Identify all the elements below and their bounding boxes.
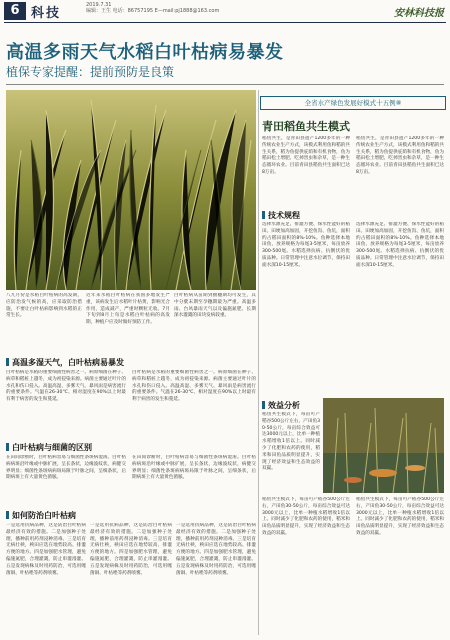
- page-header: [0, 0, 450, 22]
- benefit-text-a: 稻鱼共生模式下，每亩可产稻谷500公斤左右，产田鱼30-50公斤，每亩综合效益可达3000元以上，比单一种植水稻增收1倍以上。同时减少了化肥和农药的使用，稻米和田鱼品质明显提升，实现了经济效益和生态效益的双赢。: [262, 412, 320, 472]
- section-title-2: 白叶枯病与细菌的区别: [6, 442, 92, 453]
- header-divider: [4, 22, 446, 23]
- section-text-2: 在田间诊断时，白叶枯病容易与细菌性条斑病混淆。白叶枯病病斑沿叶缘或中脉扩展，呈长条状，边缘波纹状，病健交界明显；细菌性条斑病病斑局限于叶脉之间，呈细条状，后期病斑上有大量黄色菌脓。: [6, 455, 126, 481]
- rice-fish-photo: [323, 398, 444, 493]
- section-name: 科技: [31, 6, 62, 21]
- title-mark-icon: [6, 511, 9, 519]
- benefit-title: 效益分析: [262, 400, 300, 411]
- right-intro-b: 稻鱼共生，是青田县遗产1200多年的一种传统农业生产方式，该模式利用鱼和稻的共生关系，稻为鱼提供庇荫和有机食物，鱼为稻田松土增肥、吃掉害虫和杂草，是一种生态循环农业。目前青田县稻鱼共生面积已达8万亩。: [356, 136, 444, 175]
- intro-column-2: 白叶枯病从苗期到抽穗期均可发生，其中分蘖末期至孕穗期最为严重。高温多雨、台风暴雨天气以及偏施氮肥、长期深水灌溉的田块发病较重。: [174, 293, 256, 319]
- page-number: 6: [4, 2, 26, 20]
- section-text-2b: 在田间诊断时，白叶枯病容易与细菌性条斑病混淆。白叶枯病病斑沿叶缘或中脉扩展，呈长条状，边缘波纹状，病健交界明显；细菌性条斑病病斑局限于叶脉之间，呈细条状，后期病斑上有大量黄色菌脓。: [132, 455, 256, 481]
- tech-text-a: 选择水源充足、排灌方便、保水性能好的稻田。田埂加高加固，开挖鱼沟、鱼坑，面积约占稻田面积的8%-10%。鱼种选择本地田鱼，放养规格为每尾3-5厘米，每亩放养300-500尾。水稻选择抗病、抗倒伏的优质品种。日常管理中注意水位调节，保持田面水深10-15厘米。: [262, 222, 350, 268]
- right-intro-a: 稻鱼共生，是青田县遗产1200多年的一种传统农业生产方式，该模式利用鱼和稻的共生关系，稻为鱼提供庇荫和有机食物，鱼为稻田松土增肥、吃掉害虫和杂草，是一种生态循环农业。目前青田县稻鱼共生面积已达8万亩。: [262, 136, 350, 175]
- section-text-1b: 白叶枯病是水稻的重要细菌性病害之一。病原细菌在种子、病草和稻桩上越冬，成为初侵染来源。病菌主要通过叶片的水孔和伤口侵入。高温高湿、多雾天气、暴风雨是病害流行的重要条件。气温在26-30℃、相对湿度在90%以上时最有利于病害的发生和蔓延。: [132, 370, 256, 403]
- photo-caption: 八九月份是水稻白叶枯病的高发期，应防治发气候的高，应采取防治措施，不要让白叶枯病影响到水稻的正常生长。: [6, 293, 82, 319]
- main-headline: 高温多雨天气水稻白叶枯病易暴发: [6, 42, 284, 63]
- right-article-title: 青田稻鱼共生模式: [262, 120, 350, 133]
- series-banner: 全省水产绿色发展好模式十五例⑧: [260, 96, 446, 110]
- header-editor: 编辑：王生: [86, 8, 112, 14]
- benefit-text-b: 稻鱼共生模式下，每亩可产稻谷500公斤左右，产田鱼30-50公斤，每亩综合效益可达3000元以上，比单一种植水稻增收1倍以上。同时减少了化肥和农药的使用，稻米和田鱼品质明显提升，实现了经济效益和生态效益的双赢。: [262, 497, 350, 536]
- section-title-3: 如何防治白叶枯病: [6, 510, 76, 521]
- section-title-1: 高温多湿天气，白叶枯病易暴发: [6, 357, 124, 368]
- intro-column-1: 近年来水稻白叶枯病在我国多地发生严重，该病发生后水稻叶片枯黄，影响光合作用，造成减产，严重时颗粒无收。7月下旬到8月上旬是水稻白叶枯病的高发期，种植户应及时做好预防工作。: [86, 293, 170, 326]
- title-mark-icon: [262, 211, 265, 219]
- title-mark-icon: [6, 443, 9, 451]
- sub-headline: 植保专家提醒：提前预防是良策: [6, 65, 175, 79]
- section-text-3b: 一是选用抗病品种，这是防治白叶枯病最经济有效的措施。二是加强种子处理，播种前用药剂浸种消毒。三是培育无病壮秧，秧田应选在地势较高、排灌方便的地方。四是加强肥水管理，避免偏施氮肥，合理灌溉，防止串灌漫灌。五是发现病株及时用药防治，可选用噻菌铜、叶枯唑等药剂喷雾。: [90, 523, 172, 576]
- benefit-text-c: 稻鱼共生模式下，每亩可产稻谷500公斤左右，产田鱼30-50公斤，每亩综合效益可达3000元以上，比单一种植水稻增收1倍以上。同时减少了化肥和农药的使用，稻米和田鱼品质明显提升，实现了经济效益和生态效益的双赢。: [356, 497, 444, 536]
- column-divider: [258, 90, 259, 635]
- header-date: 2019.7.31: [86, 2, 112, 8]
- rice-field-photo: [6, 90, 256, 290]
- header-meta: [86, 2, 219, 14]
- tech-title: 技术规程: [262, 210, 300, 221]
- section-text-1: 白叶枯病是水稻的重要细菌性病害之一。病原细菌在种子、病草和稻桩上越冬，成为初侵染来源。病菌主要通过叶片的水孔和伤口侵入。高温高湿、多雾天气、暴风雨是病害流行的重要条件。气温在26-30℃、相对湿度在90%以上时最有利于病害的发生和蔓延。: [6, 370, 126, 403]
- header-email: E—mail:pj1888@163.com: [154, 8, 220, 14]
- header-phone: 电话：86757195: [112, 8, 154, 14]
- title-mark-icon: [6, 358, 9, 366]
- headline-divider: [6, 84, 444, 85]
- section-text-3a: 一是选用抗病品种，这是防治白叶枯病最经济有效的措施。二是加强种子处理，播种前用药剂浸种消毒。三是培育无病壮秧，秧田应选在地势较高、排灌方便的地方。四是加强肥水管理，避免偏施氮肥，合理灌溉，防止串灌漫灌。五是发现病株及时用药防治，可选用噻菌铜、叶枯唑等药剂喷雾。: [6, 523, 86, 576]
- tech-text-b: 选择水源充足、排灌方便、保水性能好的稻田。田埂加高加固，开挖鱼沟、鱼坑，面积约占稻田面积的8%-10%。鱼种选择本地田鱼，放养规格为每尾3-5厘米，每亩放养300-500尾。水稻选择抗病、抗倒伏的优质品种。日常管理中注意水位调节，保持田面水深10-15厘米。: [356, 222, 444, 268]
- masthead-logo: 安林科技报: [394, 8, 444, 19]
- title-mark-icon: [262, 401, 265, 409]
- section-text-3c: 一是选用抗病品种，这是防治白叶枯病最经济有效的措施。二是加强种子处理，播种前用药剂浸种消毒。三是培育无病壮秧，秧田应选在地势较高、排灌方便的地方。四是加强肥水管理，避免偏施氮肥，合理灌溉，防止串灌漫灌。五是发现病株及时用药防治，可选用噻菌铜、叶枯唑等药剂喷雾。: [176, 523, 256, 576]
